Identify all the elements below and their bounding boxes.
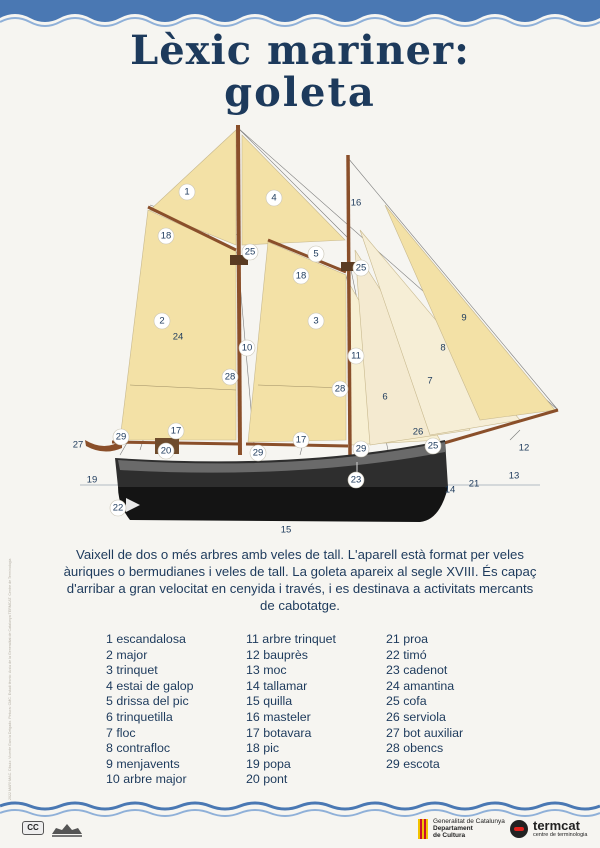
label-1: 1 (184, 186, 190, 198)
legend-column-3 (386, 632, 526, 788)
legend-item: 4 estai de galop (106, 678, 194, 693)
legend-item: 8 contrafloc (106, 741, 171, 756)
label-29-fore: 29 (355, 443, 367, 455)
label-25-bow: 25 (427, 440, 439, 452)
termcat-subtitle: centre de terminologia (533, 832, 588, 838)
label-18-major: 18 (160, 230, 172, 242)
label-28-major: 28 (224, 371, 236, 383)
termcat-name: termcat (533, 818, 580, 833)
legend-item: 11 arbre trinquet (246, 632, 337, 646)
label-8: 8 (440, 342, 446, 354)
label-11: 11 (351, 350, 361, 362)
senyera-icon (418, 819, 428, 839)
footer-left-logos (22, 818, 84, 838)
gencat-line-3: de Cultura (433, 832, 466, 840)
top-wave-border (0, 0, 600, 28)
label-6: 6 (382, 391, 388, 403)
label-28-trinquet: 28 (334, 383, 346, 395)
legend-item: 12 bauprès (246, 647, 309, 662)
legend-item: 16 masteler (246, 709, 311, 724)
legend-item: 21 proa (386, 632, 429, 646)
label-2: 2 (159, 315, 165, 327)
legend-item: 3 trinquet (106, 663, 158, 678)
label-15: 15 (280, 524, 292, 536)
label-13: 13 (508, 470, 520, 482)
legend-item: 17 botavara (246, 725, 312, 740)
label-20: 20 (160, 445, 172, 457)
label-14: 14 (444, 484, 456, 496)
sail-estai-galop (242, 135, 345, 245)
legend-item: 22 timó (386, 647, 427, 662)
legend-item: 23 cadenot (386, 663, 448, 678)
legend-item: 19 popa (246, 756, 291, 771)
legend-item: 2 major (106, 647, 148, 662)
title-line-1: Lèxic mariner: (130, 27, 470, 74)
legend-item: 25 cofa (386, 694, 427, 709)
label-5: 5 (313, 248, 319, 260)
label-17-trinquet: 17 (295, 434, 307, 446)
legend-item: 5 drissa del pic (106, 694, 189, 709)
schooner-diagram (60, 120, 580, 540)
legend-item: 1 escandalosa (106, 632, 186, 646)
label-24: 24 (172, 331, 184, 343)
mast-trinquet (348, 155, 350, 455)
hull-keel (118, 487, 448, 522)
label-29-mid: 29 (252, 447, 264, 459)
label-26: 26 (412, 426, 424, 438)
label-3: 3 (313, 315, 319, 327)
termcat-mark-icon (510, 820, 528, 838)
legend-item: 14 tallamar (246, 678, 308, 693)
museum-logo-icon (50, 818, 84, 838)
legend-column-1 (106, 632, 246, 788)
label-29-aft: 29 (115, 431, 127, 443)
label-25-major: 25 (244, 246, 256, 258)
legend-item: 10 arbre major (106, 772, 187, 787)
label-19: 19 (86, 474, 98, 486)
description-text: Vaixell de dos o més arbres amb veles de tall. L'aparell està format per veles àuriques o bermudianes i veles de tall. La goleta apareix al segle XVIII. És capaç d'arribar a gran velocitat en cenyida i través, i es destinava a activitats mercants de cabotatge. (63, 547, 537, 613)
label-25-trinquet: 25 (355, 262, 367, 274)
legend-item: 7 floc (106, 725, 136, 740)
title-line-2: goleta (224, 69, 376, 116)
legend-item: 6 trinquetilla (106, 709, 173, 724)
label-7: 7 (427, 375, 433, 387)
termcat-logo (510, 820, 587, 838)
label-10: 10 (241, 342, 253, 354)
generalitat-logo (418, 818, 505, 840)
legend-item: 26 serviola (386, 709, 446, 724)
sail-major (120, 210, 236, 440)
legend-item: 20 pont (246, 772, 288, 787)
label-22: 22 (112, 502, 124, 514)
side-credit-text: 2022 MARÍ·MAC. Dibuix: Vicente García Delgado. Pintura: CMC. Estudi tècnic: Arxiu de la Generalitat de Catalunya TERMCAT. Centre de Terminologia (8, 558, 12, 800)
label-16: 16 (350, 197, 362, 209)
gencat-line-2: Departament (433, 825, 473, 833)
legend (106, 632, 526, 788)
legend-item: 18 pic (246, 741, 280, 756)
label-27: 27 (72, 439, 84, 451)
gencat-line-1: Generalitat de Catalunya (433, 818, 505, 825)
page-title (0, 27, 600, 116)
label-18-trinquet: 18 (295, 270, 307, 282)
legend-column-2 (246, 632, 386, 788)
legend-item: 28 obencs (386, 741, 444, 756)
label-21: 21 (468, 478, 480, 490)
label-4: 4 (271, 192, 277, 204)
legend-item: 9 menjavents (106, 756, 180, 771)
bottom-wave-border (0, 800, 600, 820)
label-12: 12 (518, 442, 530, 454)
label-23: 23 (350, 474, 362, 486)
legend-item: 24 amantina (386, 678, 455, 693)
creative-commons-badge: CC (22, 821, 44, 835)
legend-item: 13 moc (246, 663, 287, 678)
legend-item: 27 bot auxiliar (386, 725, 464, 740)
label-9: 9 (461, 312, 467, 324)
legend-item: 29 escota (386, 756, 440, 771)
mast-major (238, 125, 240, 455)
label-17-major: 17 (170, 425, 182, 437)
legend-item: 15 quilla (246, 694, 293, 709)
